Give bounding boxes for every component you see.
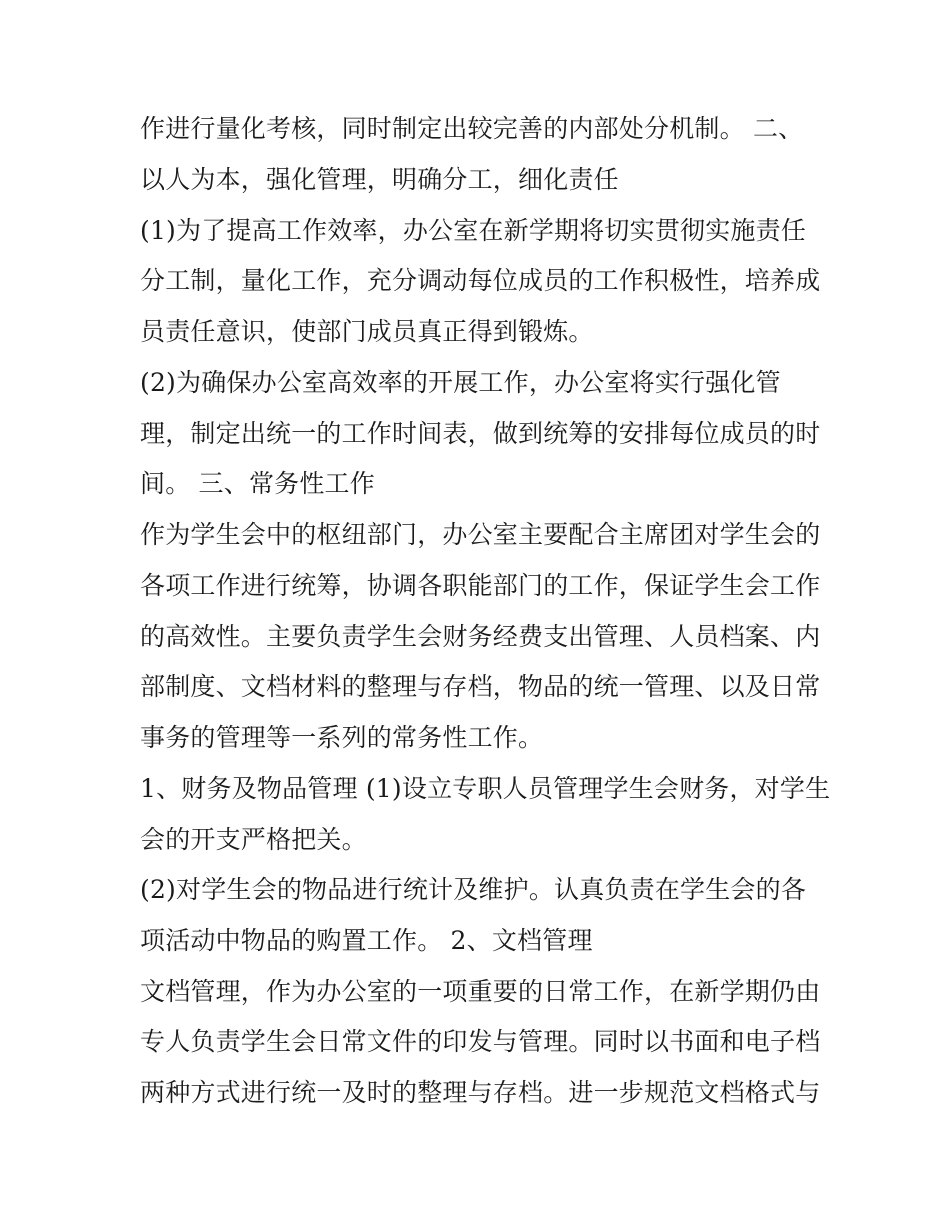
text-line: 分工制，量化工作，充分调动每位成员的工作积极性，培养成 — [140, 266, 821, 295]
text-line: 作进行量化考核，同时制定出较完善的内部处分机制。 二、 — [140, 114, 804, 143]
text-line: 事务的管理等一系列的常务性工作。 — [140, 723, 544, 752]
text-line: 间。 三、常务性工作 — [140, 469, 375, 498]
text-line: 的高效性。主要负责学生会财务经费支出管理、人员档案、内 — [140, 622, 821, 651]
text-line: 员责任意识，使部门成员真正得到锻炼。 — [140, 317, 594, 346]
text-line: 专人负责学生会日常文件的印发与管理。同时以书面和电子档 — [140, 1027, 821, 1056]
text-line: (1)为了提高工作效率，办公室在新学期将切实贯彻实施责任 — [140, 216, 807, 245]
text-line: 作为学生会中的枢纽部门，办公室主要配合主席团对学生会的 — [140, 520, 821, 549]
text-line: 各项工作进行统筹，协调各职能部门的工作，保证学生会工作 — [140, 571, 821, 600]
text-line: (2)对学生会的物品进行统计及维护。认真负责在学生会的各 — [140, 875, 807, 904]
text-line: 两种方式进行统一及时的整理与存档。进一步规范文档格式与 — [140, 1078, 821, 1107]
text-line: 文档管理，作为办公室的一项重要的日常工作，在新学期仍由 — [140, 977, 821, 1006]
text-line: (2)为确保办公室高效率的开展工作，办公室将实行强化管 — [140, 368, 781, 397]
text-line: 会的开支严格把关。 — [140, 825, 367, 854]
text-line: 以人为本，强化管理，明确分工，细化责任 — [140, 165, 619, 194]
text-line: 部制度、文档材料的整理与存档，物品的统一管理、以及日常 — [140, 672, 821, 701]
text-line: 项活动中物品的购置工作。 2、文档管理 — [140, 926, 593, 955]
text-line: 理，制定出统一的工作时间表，做到统筹的安排每位成员的时 — [140, 419, 821, 448]
text-line: 1、财务及物品管理 (1)设立专职人员管理学生会财务，对学生 — [140, 774, 830, 803]
